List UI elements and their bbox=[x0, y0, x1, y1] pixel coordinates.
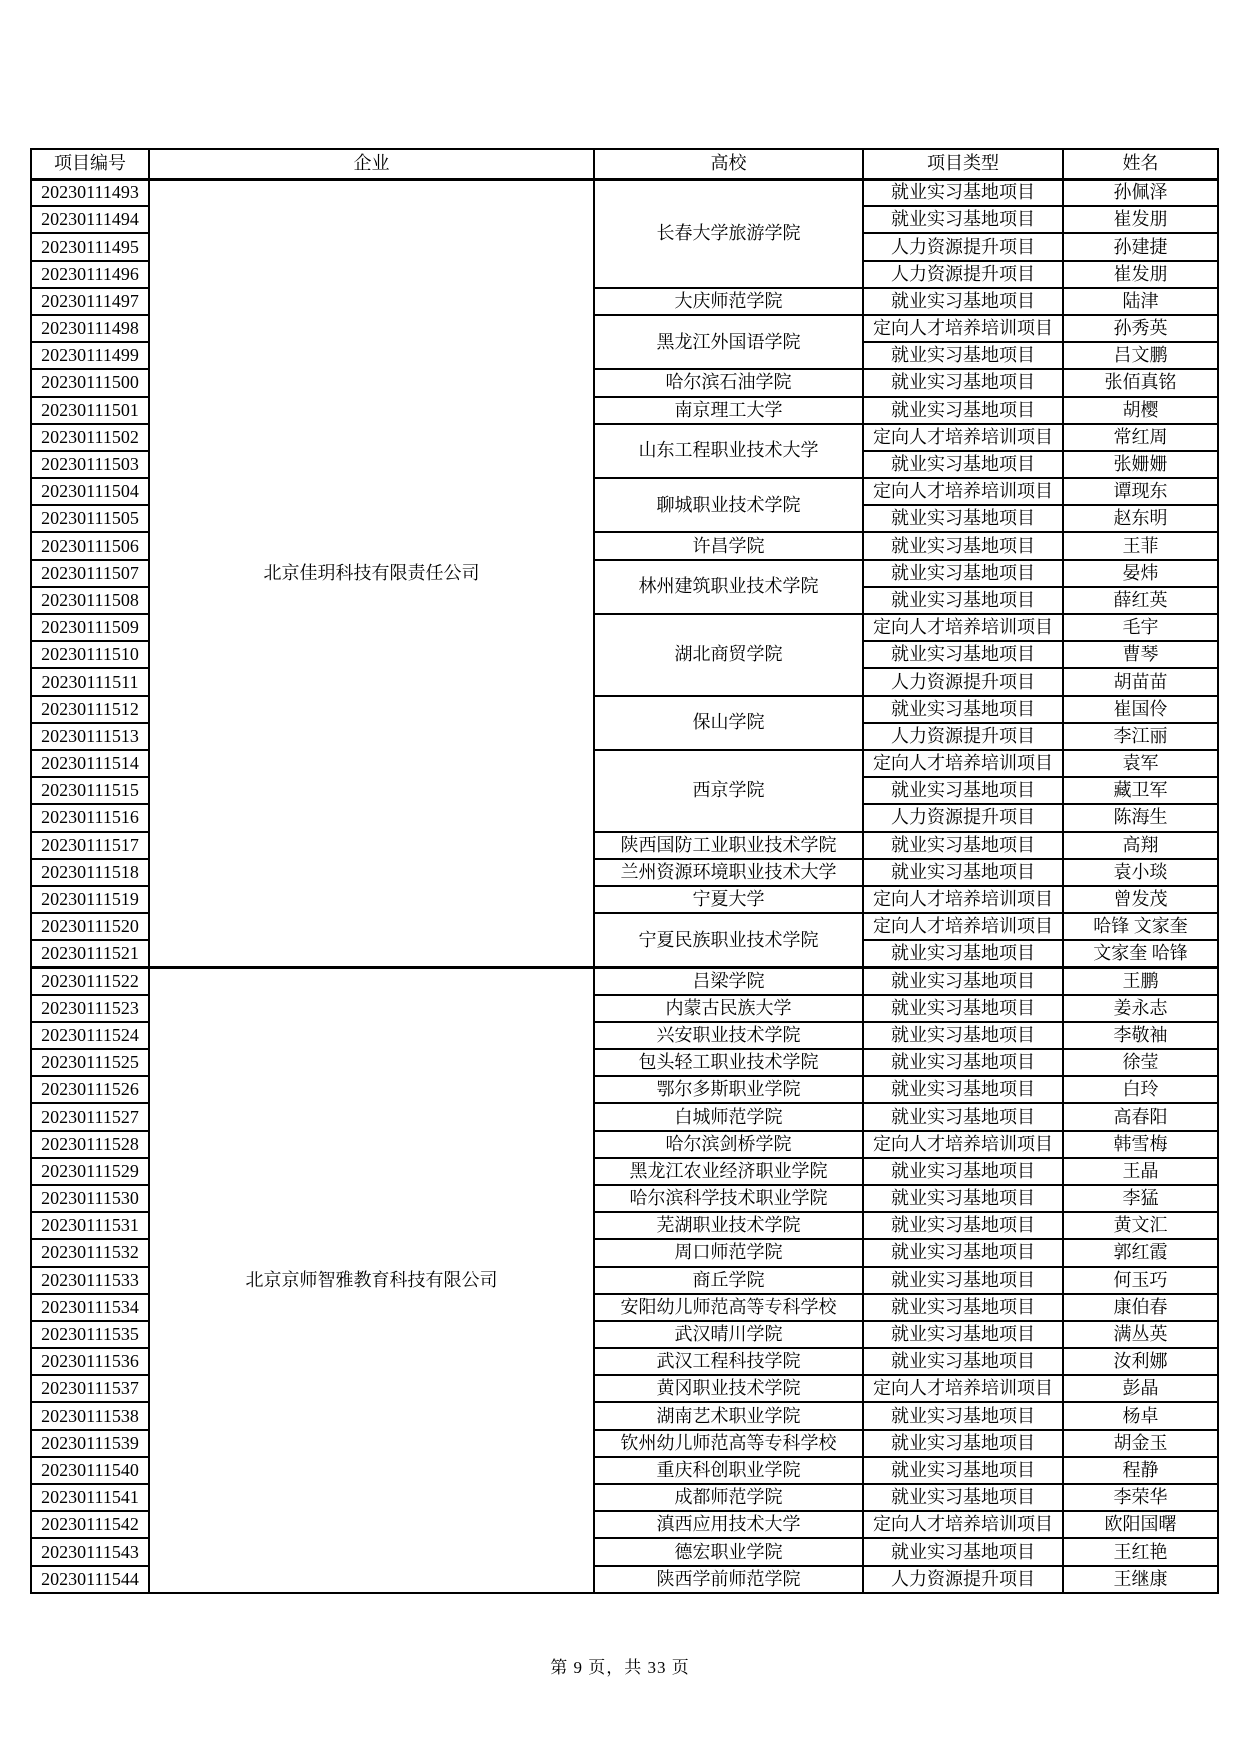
person-name-cell: 胡樱 bbox=[1063, 397, 1218, 424]
person-name-cell: 李猛 bbox=[1063, 1185, 1218, 1212]
project-type-cell: 就业实习基地项目 bbox=[863, 1239, 1063, 1266]
person-name-cell: 徐莹 bbox=[1063, 1049, 1218, 1076]
project-id-cell: 20230111501 bbox=[31, 397, 149, 424]
project-type-cell: 定向人才培养培训项目 bbox=[863, 886, 1063, 913]
project-id-cell: 20230111500 bbox=[31, 369, 149, 396]
project-type-cell: 定向人才培养培训项目 bbox=[863, 913, 1063, 940]
university-cell: 黑龙江农业经济职业学院 bbox=[594, 1158, 863, 1185]
project-type-cell: 就业实习基地项目 bbox=[863, 696, 1063, 723]
university-cell: 西京学院 bbox=[594, 750, 863, 832]
person-name-cell: 文家奎 哈锋 bbox=[1063, 940, 1218, 967]
university-cell: 兴安职业技术学院 bbox=[594, 1022, 863, 1049]
project-id-cell: 20230111527 bbox=[31, 1103, 149, 1130]
university-cell: 黄冈职业技术学院 bbox=[594, 1375, 863, 1402]
person-name-cell: 孙秀英 bbox=[1063, 315, 1218, 342]
person-name-cell: 杨卓 bbox=[1063, 1402, 1218, 1429]
project-type-cell: 就业实习基地项目 bbox=[863, 1267, 1063, 1294]
project-type-cell: 就业实习基地项目 bbox=[863, 1185, 1063, 1212]
project-type-cell: 定向人才培养培训项目 bbox=[863, 1511, 1063, 1538]
column-header-person-name: 姓名 bbox=[1063, 149, 1218, 179]
table-header-row bbox=[31, 149, 1218, 179]
project-id-cell: 20230111541 bbox=[31, 1484, 149, 1511]
project-id-cell: 20230111493 bbox=[31, 179, 149, 206]
person-name-cell: 李敬袖 bbox=[1063, 1022, 1218, 1049]
person-name-cell: 李荣华 bbox=[1063, 1484, 1218, 1511]
project-type-cell: 定向人才培养培训项目 bbox=[863, 750, 1063, 777]
project-id-cell: 20230111522 bbox=[31, 967, 149, 994]
university-cell: 兰州资源环境职业技术大学 bbox=[594, 859, 863, 886]
project-type-cell: 定向人才培养培训项目 bbox=[863, 1131, 1063, 1158]
project-id-cell: 20230111506 bbox=[31, 532, 149, 559]
project-id-cell: 20230111535 bbox=[31, 1321, 149, 1348]
person-name-cell: 王红艳 bbox=[1063, 1538, 1218, 1565]
person-name-cell: 王继康 bbox=[1063, 1566, 1218, 1593]
project-id-cell: 20230111496 bbox=[31, 261, 149, 288]
project-id-cell: 20230111507 bbox=[31, 560, 149, 587]
person-name-cell: 毛宇 bbox=[1063, 614, 1218, 641]
person-name-cell: 姜永志 bbox=[1063, 995, 1218, 1022]
project-type-cell: 就业实习基地项目 bbox=[863, 1022, 1063, 1049]
person-name-cell: 高春阳 bbox=[1063, 1103, 1218, 1130]
project-id-cell: 20230111524 bbox=[31, 1022, 149, 1049]
projects-table bbox=[30, 148, 1219, 1594]
project-id-cell: 20230111543 bbox=[31, 1538, 149, 1565]
company-cell: 北京京师智雅教育科技有限公司 bbox=[149, 967, 594, 1592]
person-name-cell: 崔发朋 bbox=[1063, 261, 1218, 288]
university-cell: 钦州幼儿师范高等专科学校 bbox=[594, 1430, 863, 1457]
person-name-cell: 曹琴 bbox=[1063, 641, 1218, 668]
project-id-cell: 20230111518 bbox=[31, 859, 149, 886]
project-id-cell: 20230111502 bbox=[31, 424, 149, 451]
project-type-cell: 就业实习基地项目 bbox=[863, 532, 1063, 559]
project-id-cell: 20230111538 bbox=[31, 1402, 149, 1429]
person-name-cell: 袁小琰 bbox=[1063, 859, 1218, 886]
project-type-cell: 就业实习基地项目 bbox=[863, 940, 1063, 967]
project-type-cell: 定向人才培养培训项目 bbox=[863, 424, 1063, 451]
project-id-cell: 20230111542 bbox=[31, 1511, 149, 1538]
project-type-cell: 就业实习基地项目 bbox=[863, 288, 1063, 315]
person-name-cell: 胡苗苗 bbox=[1063, 668, 1218, 695]
project-type-cell: 就业实习基地项目 bbox=[863, 369, 1063, 396]
project-id-cell: 20230111503 bbox=[31, 451, 149, 478]
university-cell: 南京理工大学 bbox=[594, 397, 863, 424]
project-type-cell: 就业实习基地项目 bbox=[863, 1158, 1063, 1185]
project-type-cell: 就业实习基地项目 bbox=[863, 1076, 1063, 1103]
project-type-cell: 就业实习基地项目 bbox=[863, 1049, 1063, 1076]
project-type-cell: 就业实习基地项目 bbox=[863, 777, 1063, 804]
university-cell: 商丘学院 bbox=[594, 1267, 863, 1294]
university-cell: 哈尔滨科学技术职业学院 bbox=[594, 1185, 863, 1212]
project-id-cell: 20230111508 bbox=[31, 587, 149, 614]
column-header-university: 高校 bbox=[594, 149, 863, 179]
person-name-cell: 李江丽 bbox=[1063, 723, 1218, 750]
project-type-cell: 就业实习基地项目 bbox=[863, 1212, 1063, 1239]
project-id-cell: 20230111517 bbox=[31, 832, 149, 859]
project-id-cell: 20230111532 bbox=[31, 1239, 149, 1266]
project-id-cell: 20230111497 bbox=[31, 288, 149, 315]
university-cell: 哈尔滨石油学院 bbox=[594, 369, 863, 396]
project-type-cell: 就业实习基地项目 bbox=[863, 1538, 1063, 1565]
university-cell: 林州建筑职业技术学院 bbox=[594, 560, 863, 614]
university-cell: 宁夏民族职业技术学院 bbox=[594, 913, 863, 967]
person-name-cell: 何玉巧 bbox=[1063, 1267, 1218, 1294]
person-name-cell: 张佰真铭 bbox=[1063, 369, 1218, 396]
project-type-cell: 定向人才培养培训项目 bbox=[863, 478, 1063, 505]
university-cell: 武汉晴川学院 bbox=[594, 1321, 863, 1348]
person-name-cell: 王鹏 bbox=[1063, 967, 1218, 994]
project-type-cell: 就业实习基地项目 bbox=[863, 1321, 1063, 1348]
person-name-cell: 曾发茂 bbox=[1063, 886, 1218, 913]
university-cell: 成都师范学院 bbox=[594, 1484, 863, 1511]
person-name-cell: 汝利娜 bbox=[1063, 1348, 1218, 1375]
project-id-cell: 20230111511 bbox=[31, 668, 149, 695]
university-cell: 黑龙江外国语学院 bbox=[594, 315, 863, 369]
university-cell: 芜湖职业技术学院 bbox=[594, 1212, 863, 1239]
table-row bbox=[31, 967, 1218, 994]
table-body bbox=[31, 179, 1218, 1593]
project-type-cell: 就业实习基地项目 bbox=[863, 587, 1063, 614]
person-name-cell: 常红周 bbox=[1063, 424, 1218, 451]
university-cell: 内蒙古民族大学 bbox=[594, 995, 863, 1022]
project-id-cell: 20230111540 bbox=[31, 1457, 149, 1484]
column-header-project-type: 项目类型 bbox=[863, 149, 1063, 179]
university-cell: 宁夏大学 bbox=[594, 886, 863, 913]
person-name-cell: 袁军 bbox=[1063, 750, 1218, 777]
university-cell: 陕西国防工业职业技术学院 bbox=[594, 832, 863, 859]
project-id-cell: 20230111515 bbox=[31, 777, 149, 804]
university-cell: 武汉工程科技学院 bbox=[594, 1348, 863, 1375]
person-name-cell: 张姗姗 bbox=[1063, 451, 1218, 478]
project-type-cell: 就业实习基地项目 bbox=[863, 641, 1063, 668]
project-type-cell: 就业实习基地项目 bbox=[863, 1348, 1063, 1375]
project-id-cell: 20230111536 bbox=[31, 1348, 149, 1375]
person-name-cell: 高翔 bbox=[1063, 832, 1218, 859]
person-name-cell: 彭晶 bbox=[1063, 1375, 1218, 1402]
university-cell: 德宏职业学院 bbox=[594, 1538, 863, 1565]
university-cell: 滇西应用技术大学 bbox=[594, 1511, 863, 1538]
project-type-cell: 人力资源提升项目 bbox=[863, 804, 1063, 831]
project-id-cell: 20230111510 bbox=[31, 641, 149, 668]
person-name-cell: 欧阳国曙 bbox=[1063, 1511, 1218, 1538]
column-header-company: 企业 bbox=[149, 149, 594, 179]
project-id-cell: 20230111531 bbox=[31, 1212, 149, 1239]
project-id-cell: 20230111537 bbox=[31, 1375, 149, 1402]
person-name-cell: 哈锋 文家奎 bbox=[1063, 913, 1218, 940]
project-type-cell: 人力资源提升项目 bbox=[863, 723, 1063, 750]
person-name-cell: 晏炜 bbox=[1063, 560, 1218, 587]
project-id-cell: 20230111505 bbox=[31, 505, 149, 532]
project-type-cell: 就业实习基地项目 bbox=[863, 832, 1063, 859]
project-id-cell: 20230111516 bbox=[31, 804, 149, 831]
project-id-cell: 20230111495 bbox=[31, 233, 149, 260]
column-header-project-id: 项目编号 bbox=[31, 149, 149, 179]
university-cell: 吕梁学院 bbox=[594, 967, 863, 994]
university-cell: 陕西学前师范学院 bbox=[594, 1566, 863, 1593]
person-name-cell: 崔国伶 bbox=[1063, 696, 1218, 723]
person-name-cell: 康伯春 bbox=[1063, 1294, 1218, 1321]
project-id-cell: 20230111529 bbox=[31, 1158, 149, 1185]
project-type-cell: 就业实习基地项目 bbox=[863, 451, 1063, 478]
university-cell: 周口师范学院 bbox=[594, 1239, 863, 1266]
person-name-cell: 黄文汇 bbox=[1063, 1212, 1218, 1239]
project-type-cell: 就业实习基地项目 bbox=[863, 1294, 1063, 1321]
project-type-cell: 就业实习基地项目 bbox=[863, 995, 1063, 1022]
person-name-cell: 王晶 bbox=[1063, 1158, 1218, 1185]
project-type-cell: 定向人才培养培训项目 bbox=[863, 614, 1063, 641]
project-type-cell: 就业实习基地项目 bbox=[863, 206, 1063, 233]
project-type-cell: 就业实习基地项目 bbox=[863, 560, 1063, 587]
university-cell: 山东工程职业技术大学 bbox=[594, 424, 863, 478]
project-id-cell: 20230111530 bbox=[31, 1185, 149, 1212]
person-name-cell: 孙建捷 bbox=[1063, 233, 1218, 260]
project-type-cell: 就业实习基地项目 bbox=[863, 179, 1063, 206]
project-id-cell: 20230111521 bbox=[31, 940, 149, 967]
person-name-cell: 郭红霞 bbox=[1063, 1239, 1218, 1266]
university-cell: 重庆科创职业学院 bbox=[594, 1457, 863, 1484]
project-id-cell: 20230111526 bbox=[31, 1076, 149, 1103]
project-type-cell: 就业实习基地项目 bbox=[863, 859, 1063, 886]
project-type-cell: 就业实习基地项目 bbox=[863, 1402, 1063, 1429]
project-type-cell: 就业实习基地项目 bbox=[863, 505, 1063, 532]
project-id-cell: 20230111514 bbox=[31, 750, 149, 777]
project-id-cell: 20230111512 bbox=[31, 696, 149, 723]
university-cell: 长春大学旅游学院 bbox=[594, 179, 863, 288]
project-type-cell: 定向人才培养培训项目 bbox=[863, 1375, 1063, 1402]
university-cell: 白城师范学院 bbox=[594, 1103, 863, 1130]
person-name-cell: 陈海生 bbox=[1063, 804, 1218, 831]
project-type-cell: 就业实习基地项目 bbox=[863, 967, 1063, 994]
university-cell: 许昌学院 bbox=[594, 532, 863, 559]
project-id-cell: 20230111544 bbox=[31, 1566, 149, 1593]
person-name-cell: 程静 bbox=[1063, 1457, 1218, 1484]
project-id-cell: 20230111525 bbox=[31, 1049, 149, 1076]
person-name-cell: 崔发朋 bbox=[1063, 206, 1218, 233]
project-type-cell: 人力资源提升项目 bbox=[863, 1566, 1063, 1593]
project-id-cell: 20230111520 bbox=[31, 913, 149, 940]
project-type-cell: 就业实习基地项目 bbox=[863, 397, 1063, 424]
project-id-cell: 20230111528 bbox=[31, 1131, 149, 1158]
person-name-cell: 赵东明 bbox=[1063, 505, 1218, 532]
university-cell: 湖南艺术职业学院 bbox=[594, 1402, 863, 1429]
university-cell: 安阳幼儿师范高等专科学校 bbox=[594, 1294, 863, 1321]
project-type-cell: 就业实习基地项目 bbox=[863, 1457, 1063, 1484]
table-row bbox=[31, 179, 1218, 206]
project-id-cell: 20230111519 bbox=[31, 886, 149, 913]
person-name-cell: 吕文鹏 bbox=[1063, 342, 1218, 369]
project-id-cell: 20230111494 bbox=[31, 206, 149, 233]
page-number: 第 9 页，共 33 页 bbox=[550, 1658, 690, 1677]
project-id-cell: 20230111498 bbox=[31, 315, 149, 342]
project-id-cell: 20230111523 bbox=[31, 995, 149, 1022]
project-id-cell: 20230111499 bbox=[31, 342, 149, 369]
person-name-cell: 韩雪梅 bbox=[1063, 1131, 1218, 1158]
project-type-cell: 定向人才培养培训项目 bbox=[863, 315, 1063, 342]
university-cell: 保山学院 bbox=[594, 696, 863, 750]
project-id-cell: 20230111509 bbox=[31, 614, 149, 641]
project-type-cell: 人力资源提升项目 bbox=[863, 668, 1063, 695]
person-name-cell: 薛红英 bbox=[1063, 587, 1218, 614]
project-id-cell: 20230111539 bbox=[31, 1430, 149, 1457]
person-name-cell: 藏卫军 bbox=[1063, 777, 1218, 804]
project-type-cell: 就业实习基地项目 bbox=[863, 1103, 1063, 1130]
university-cell: 大庆师范学院 bbox=[594, 288, 863, 315]
person-name-cell: 谭现东 bbox=[1063, 478, 1218, 505]
project-type-cell: 人力资源提升项目 bbox=[863, 261, 1063, 288]
university-cell: 湖北商贸学院 bbox=[594, 614, 863, 696]
project-type-cell: 就业实习基地项目 bbox=[863, 1430, 1063, 1457]
project-id-cell: 20230111513 bbox=[31, 723, 149, 750]
project-type-cell: 就业实习基地项目 bbox=[863, 342, 1063, 369]
person-name-cell: 白玲 bbox=[1063, 1076, 1218, 1103]
project-type-cell: 就业实习基地项目 bbox=[863, 1484, 1063, 1511]
project-id-cell: 20230111504 bbox=[31, 478, 149, 505]
university-cell: 聊城职业技术学院 bbox=[594, 478, 863, 532]
person-name-cell: 陆津 bbox=[1063, 288, 1218, 315]
university-cell: 鄂尔多斯职业学院 bbox=[594, 1076, 863, 1103]
project-type-cell: 人力资源提升项目 bbox=[863, 233, 1063, 260]
project-id-cell: 20230111534 bbox=[31, 1294, 149, 1321]
university-cell: 哈尔滨剑桥学院 bbox=[594, 1131, 863, 1158]
project-id-cell: 20230111533 bbox=[31, 1267, 149, 1294]
person-name-cell: 胡金玉 bbox=[1063, 1430, 1218, 1457]
person-name-cell: 满丛英 bbox=[1063, 1321, 1218, 1348]
person-name-cell: 孙佩泽 bbox=[1063, 179, 1218, 206]
person-name-cell: 王菲 bbox=[1063, 532, 1218, 559]
company-cell: 北京佳玥科技有限责任公司 bbox=[149, 179, 594, 967]
university-cell: 包头轻工职业技术学院 bbox=[594, 1049, 863, 1076]
